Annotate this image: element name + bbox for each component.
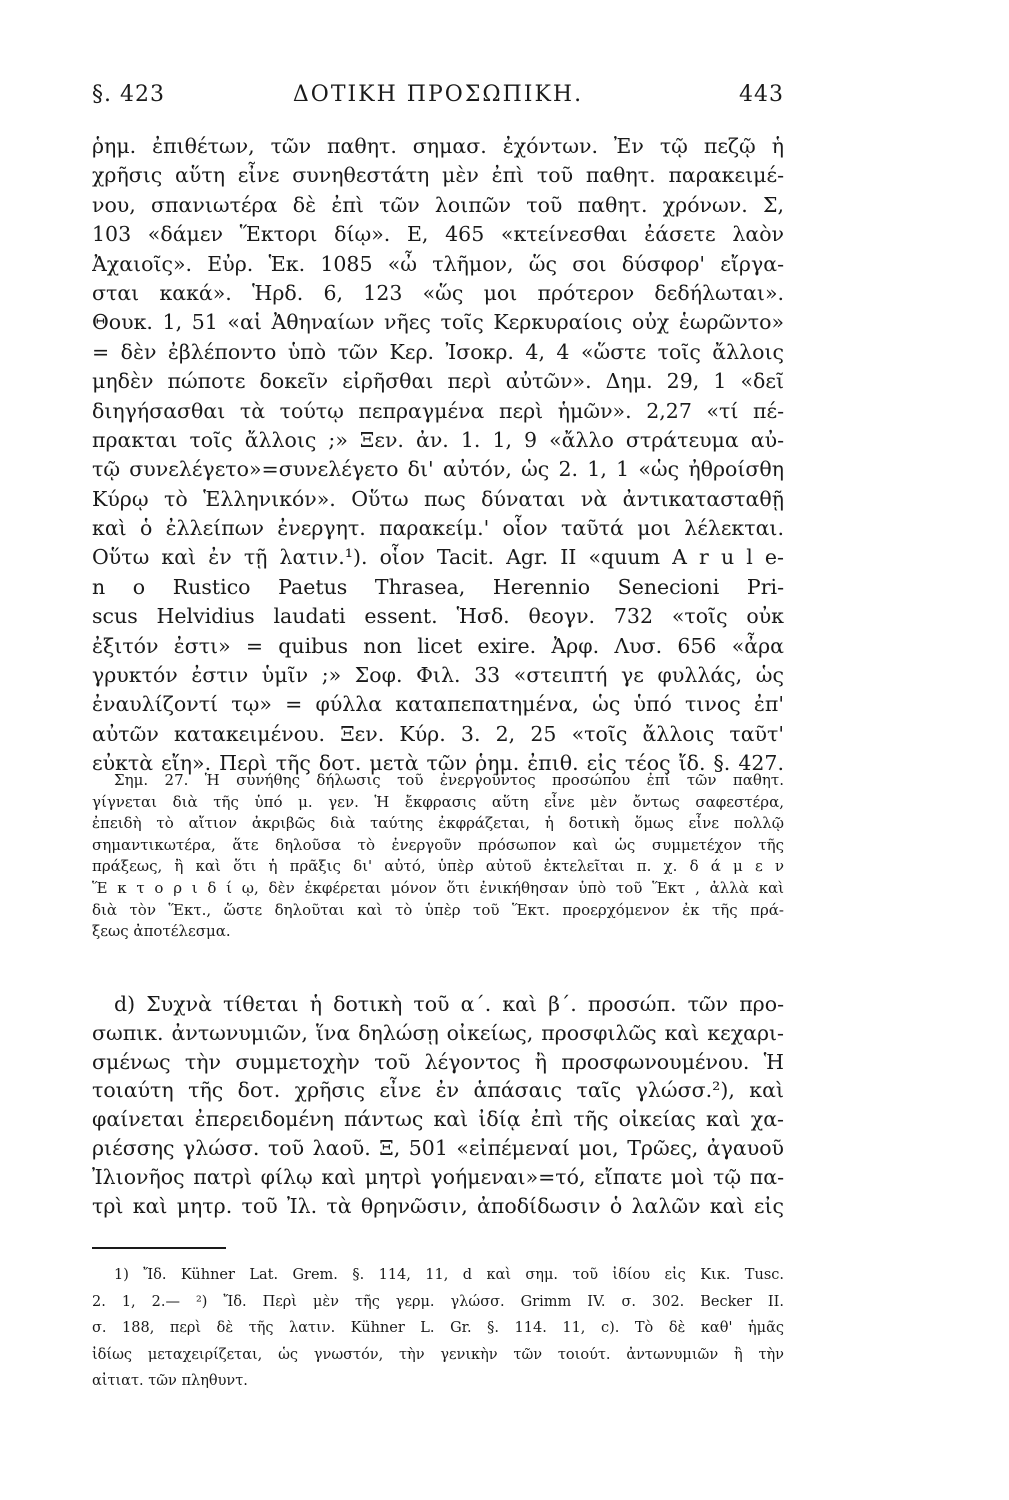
text-line: ῥημ. ἐπιθέτων, τῶν παθητ. σημασ. ἐχόντων. Ἐν τῷ πεζῷ ἡ: [92, 134, 784, 158]
footnote-line: ἰδίως μεταχειρίζεται, ὡς γνωστόν, τὴν γενικὴν τῶν τοιούτ. ἀντωνυμιῶν ἢ τὴν: [92, 1346, 784, 1363]
text-line: ριέσσης γλώσσ. τοῦ λαοῦ. Ξ, 501 «εἰπέμεναί μοι, Τρῶες, ἀγαυοῦ: [92, 1135, 784, 1160]
text-line: σται κακά». Ἡρδ. 6, 123 «ὥς μοι πρότερον δεδήλωται».: [92, 280, 784, 305]
note-line: Σημ. 27. Ἡ συνήθης δήλωσις τοῦ ἐνεργοῦντος προσώπου ἐπὶ τῶν παθητ.: [114, 771, 784, 789]
text-line: φαίνεται ἐπερειδομένη πάντως καὶ ἰδίᾳ ἐπὶ τῆς οἰκείας καὶ χα-: [92, 1107, 784, 1132]
text-line: n o Rustico Paetus Thrasea, Herennio Senecioni Pri-: [92, 574, 784, 599]
footnote-line: αἰτιατ. τῶν πληθυντ.: [92, 1373, 248, 1390]
main-paragraph: [92, 132, 784, 779]
note-line: Ἕ κ τ ο ρ ι δ ί ῳ, δὲν ἐκφέρεται μόνον ὅτι ἐνικήθησαν ὑπὸ τοῦ Ἕκτ , ἀλλὰ καὶ: [92, 878, 784, 897]
text-line: χρῆσις αὕτη εἶνε συνηθεστάτη μὲν ἐπὶ τοῦ παθητ. παρακειμέ-: [92, 163, 784, 188]
text-line: καὶ ὁ ἐλλείπων ἐνεργητ. παρακείμ.' οἷον ταῦτά μοι λέλεκται.: [92, 516, 784, 541]
text-line: = δὲν ἐβλέποντο ὑπὸ τῶν Κερ. Ἰσοκρ. 4, 4 «ὥστε τοῖς ἄλλοις: [92, 339, 784, 364]
note-line: πράξεως, ἢ καὶ ὅτι ἡ πρᾶξις δι' αὐτό, ὑπὲρ αὐτοῦ ἐκτελεῖται π. χ. δ ά μ ε ν: [92, 857, 784, 876]
text-line: τῷ συνελέγετο»=συνελέγετο δι' αὐτόν, ὡς 2. 1, 1 «ὡς ἠθροίσθη: [92, 457, 784, 482]
footnotes: [92, 1262, 784, 1395]
text-line: μηδὲν πώποτε δοκεῖν εἰρῆσθαι περὶ αὐτῶν». Δημ. 29, 1 «δεῖ: [92, 369, 784, 394]
footnote-line: 1) Ἴδ. Kühner Lat. Grem. §. 114, 11, d καὶ σημ. τοῦ ἰδίου εἰς Κικ. Tusc.: [114, 1267, 784, 1283]
text-line: τρὶ καὶ μητρ. τοῦ Ἰλ. τὰ θρηνῶσιν, ἀποδίδωσιν ὁ λαλῶν καὶ εἰς: [92, 1193, 784, 1218]
text-line: ἐξιτόν ἐστι» = quibus non licet exire. Ἀρφ. Λυσ. 656 «ἆρα: [92, 633, 784, 658]
text-line: αὐτῶν κατακειμένου. Ξεν. Κύρ. 3. 2, 25 «τοῖς ἄλλοις ταῦτ': [92, 721, 784, 746]
text-line: πρακται τοῖς ἄλλοις ;» Ξεν. ἀν. 1. 1, 9 «ἄλλο στράτευμα αὐ-: [92, 427, 784, 452]
note-line: γίγνεται διὰ τῆς ὑπό μ. γεν. Ἡ ἔκφρασις αὕτη εἶνε μὲν ὄντως σαφεστέρα,: [92, 792, 784, 811]
text-line: Ἀχαιοῖς». Εὐρ. Ἑκ. 1085 «ὦ τλῆμον, ὥς σοι δύσφορ' εἴργα-: [92, 251, 784, 276]
text-line: εὐκτὰ εἴη». Περὶ τῆς δοτ. μετὰ τῶν ῥημ. ἐπιθ. εἰς τέος ἴδ. §. 427.: [92, 751, 784, 776]
section-number: §. 423: [92, 82, 165, 107]
text-line: Κύρῳ τὸ Ἑλληνικόν». Οὕτω πως δύναται νὰ ἀντικατασταθῇ: [92, 486, 784, 511]
page-title: ΔΟΤΙΚΗ ΠΡΟΣΩΠΙΚΗ.: [292, 82, 584, 107]
text-line: Ἰλιονῆος πατρὶ φίλῳ καὶ μητρὶ γοήμεναι»=τό, εἴπατε μοὶ τῷ πα-: [92, 1164, 784, 1189]
text-line: γρυκτόν ἐστιν ὑμῖν ;» Σοφ. Φιλ. 33 «στειπτή γε φυλλάς, ὡς: [92, 663, 784, 688]
text-line: d) Συχνὰ τίθεται ἡ δοτικὴ τοῦ α΄. καὶ β΄. προσώπ. τῶν προ-: [114, 992, 784, 1016]
note-line: ἐπειδὴ τὸ αἴτιον ἀκριβῶς διὰ ταύτης ἐκφράζεται, ἡ δοτικὴ ὅμως εἶνε πολλῷ: [92, 814, 784, 833]
note-line: διὰ τὸν Ἕκτ., ὥστε δηλοῦται καὶ τὸ ὑπὲρ τοῦ Ἕκτ. προερχόμενον ἐκ τῆς πρά-: [92, 900, 784, 919]
text-line: Θουκ. 1, 51 «αἱ Ἀθηναίων νῆες τοῖς Κερκυραίοις οὐχ ἑωρῶντο»: [92, 310, 784, 335]
remark-note: [92, 770, 784, 943]
text-line: διηγήσασθαι τὰ τούτῳ πεπραγμένα περὶ ἡμῶν». 2,27 «τί πέ-: [92, 398, 784, 423]
text-line: ἐναυλίζοντί τῳ» = φύλλα καταπεπατημένα, ὡς ὑπό τινος ἐπ': [92, 692, 784, 717]
text-line: σμένως τὴν συμμετοχὴν τοῦ λέγοντος ἢ προσφωνουμένου. Ἡ: [92, 1049, 784, 1074]
text-line: νου, σπανιωτέρα δὲ ἐπὶ τῶν λοιπῶν τοῦ παθητ. χρόνων. Σ,: [92, 192, 784, 217]
note-line: σημαντικωτέρα, ἅτε δηλοῦσα τὸ ἐνεργοῦν πρόσωπον καὶ ὡς συμμετέχον τῆς: [92, 835, 784, 854]
text-line: τοιαύτη τῆς δοτ. χρῆσις εἶνε ἐν ἁπάσαις ταῖς γλώσσ.²), καὶ: [92, 1078, 784, 1103]
text-line: Οὕτω καὶ ἐν τῇ λατιν.¹). οἷον Tacit. Agr. II «quum A r u l e-: [92, 545, 784, 570]
footnote-line: σ. 188, περὶ δὲ τῆς λατιν. Kühner L. Gr. §. 114. 11, c). Τὸ δὲ καθ' ἡμᾶς: [92, 1320, 784, 1337]
text-line: σωπικ. ἀντωνυμιῶν, ἵνα δηλώσῃ οἰκείως, προσφιλῶς καὶ κεχαρι-: [92, 1020, 784, 1045]
footnote-divider: [92, 1247, 226, 1249]
text-line: 103 «δάμεν Ἕκτορι δίῳ». Ε, 465 «κτείνεσθαι ἐάσετε λαὸν: [92, 222, 784, 247]
footnote-line: 2. 1, 2.— ²) Ἴδ. Περὶ μὲν τῆς γερμ. γλώσσ. Grimm IV. σ. 302. Becker II.: [92, 1293, 784, 1310]
page-number: 443: [739, 82, 784, 107]
note-line: ξεως ἀποτέλεσμα.: [92, 922, 231, 941]
section-d-paragraph: [92, 990, 784, 1220]
text-line: scus Helvidius laudati essent. Ἡσδ. θεογν. 732 «τοῖς οὐκ: [92, 604, 784, 629]
running-header: [92, 82, 784, 118]
